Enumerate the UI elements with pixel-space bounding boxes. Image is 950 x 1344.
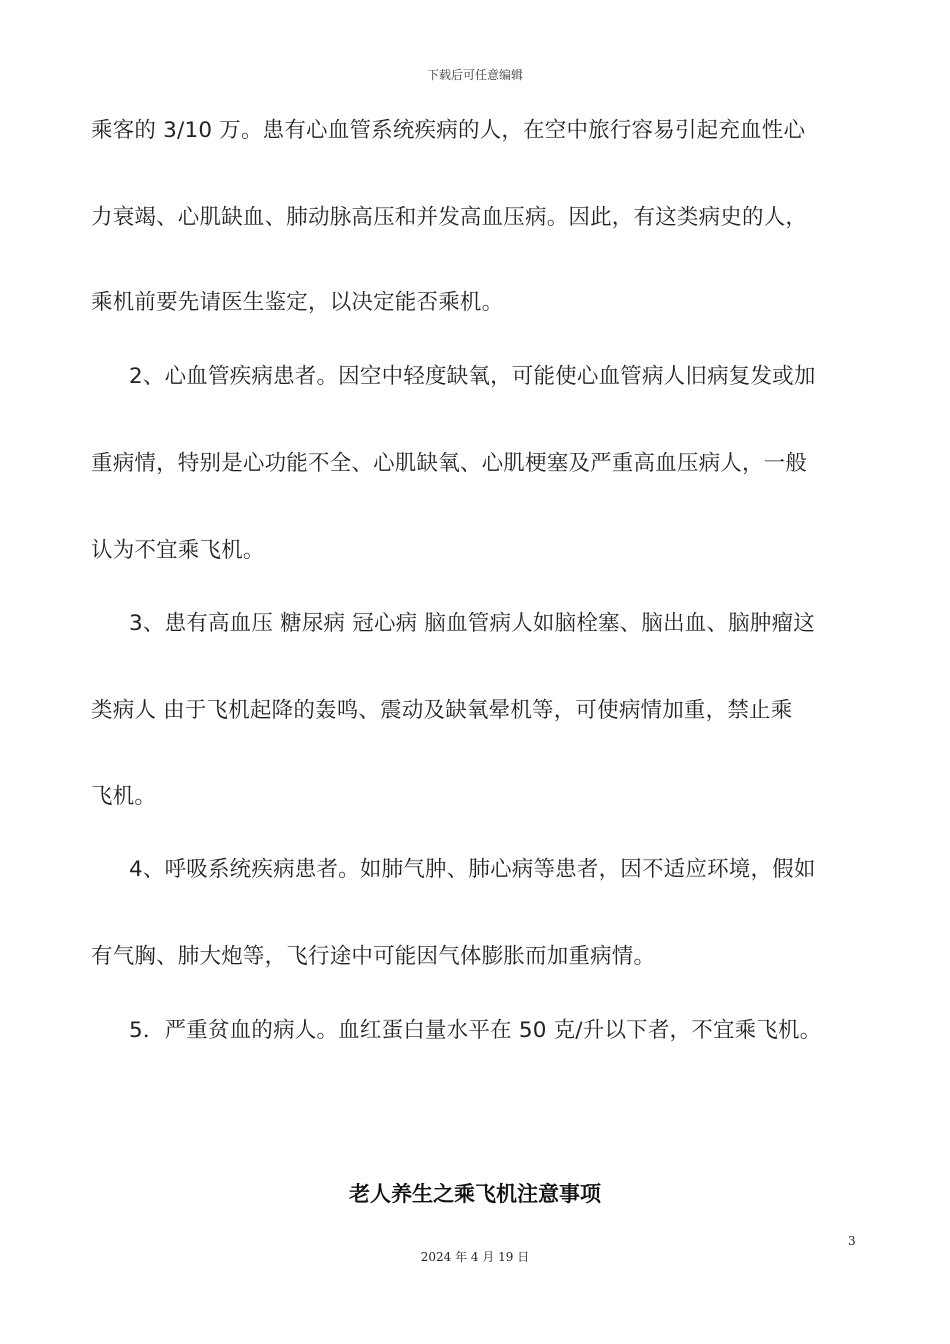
- paragraph-4-line: 4、呼吸系统疾病患者。如肺气肿、肺心病等患者，因不适应环境，假如: [129, 857, 816, 882]
- body-line: 乘机前要先请医生鉴定，以决定能否乘机。: [91, 290, 504, 315]
- paragraph-2-line: 2、心血管疾病患者。因空中轻度缺氧，可能使心血管病人旧病复发或加: [129, 364, 816, 389]
- body-line: 认为不宜乘飞机。: [91, 538, 265, 563]
- section-title: 老人养生之乘飞机注意事项: [349, 1182, 601, 1206]
- body-line: 飞机。: [91, 784, 157, 809]
- footer-date: 2024 年 4 月 19 日: [420, 1250, 530, 1264]
- page-number: 3: [848, 1234, 856, 1248]
- body-line: 乘客的 3/10 万。患有心血管系统疾病的人，在空中旅行容易引起充血性心: [91, 118, 806, 143]
- paragraph-5-line: 5．严重贫血的病人。血红蛋白量水平在 50 克/升以下者，不宜乘飞机。: [129, 1018, 822, 1043]
- body-line: 力衰竭、心肌缺血、肺动脉高压和并发高血压病。因此，有这类病史的人，: [91, 205, 808, 230]
- body-line: 重病情，特别是心功能不全、心肌缺氧、心肌梗塞及严重高血压病人，一般: [91, 451, 808, 476]
- paragraph-3-line: 3、患有高血压 糖尿病 冠心病 脑血管病人如脑栓塞、脑出血、脑肿瘤这: [129, 611, 815, 636]
- page-header: 下载后可任意编辑: [426, 68, 523, 82]
- body-line: 类病人 由于飞机起降的轰鸣、震动及缺氧晕机等，可使病情加重，禁止乘: [91, 698, 793, 723]
- body-line: 有气胸、肺大炮等，飞行途中可能因气体膨胀而加重病情。: [91, 944, 656, 969]
